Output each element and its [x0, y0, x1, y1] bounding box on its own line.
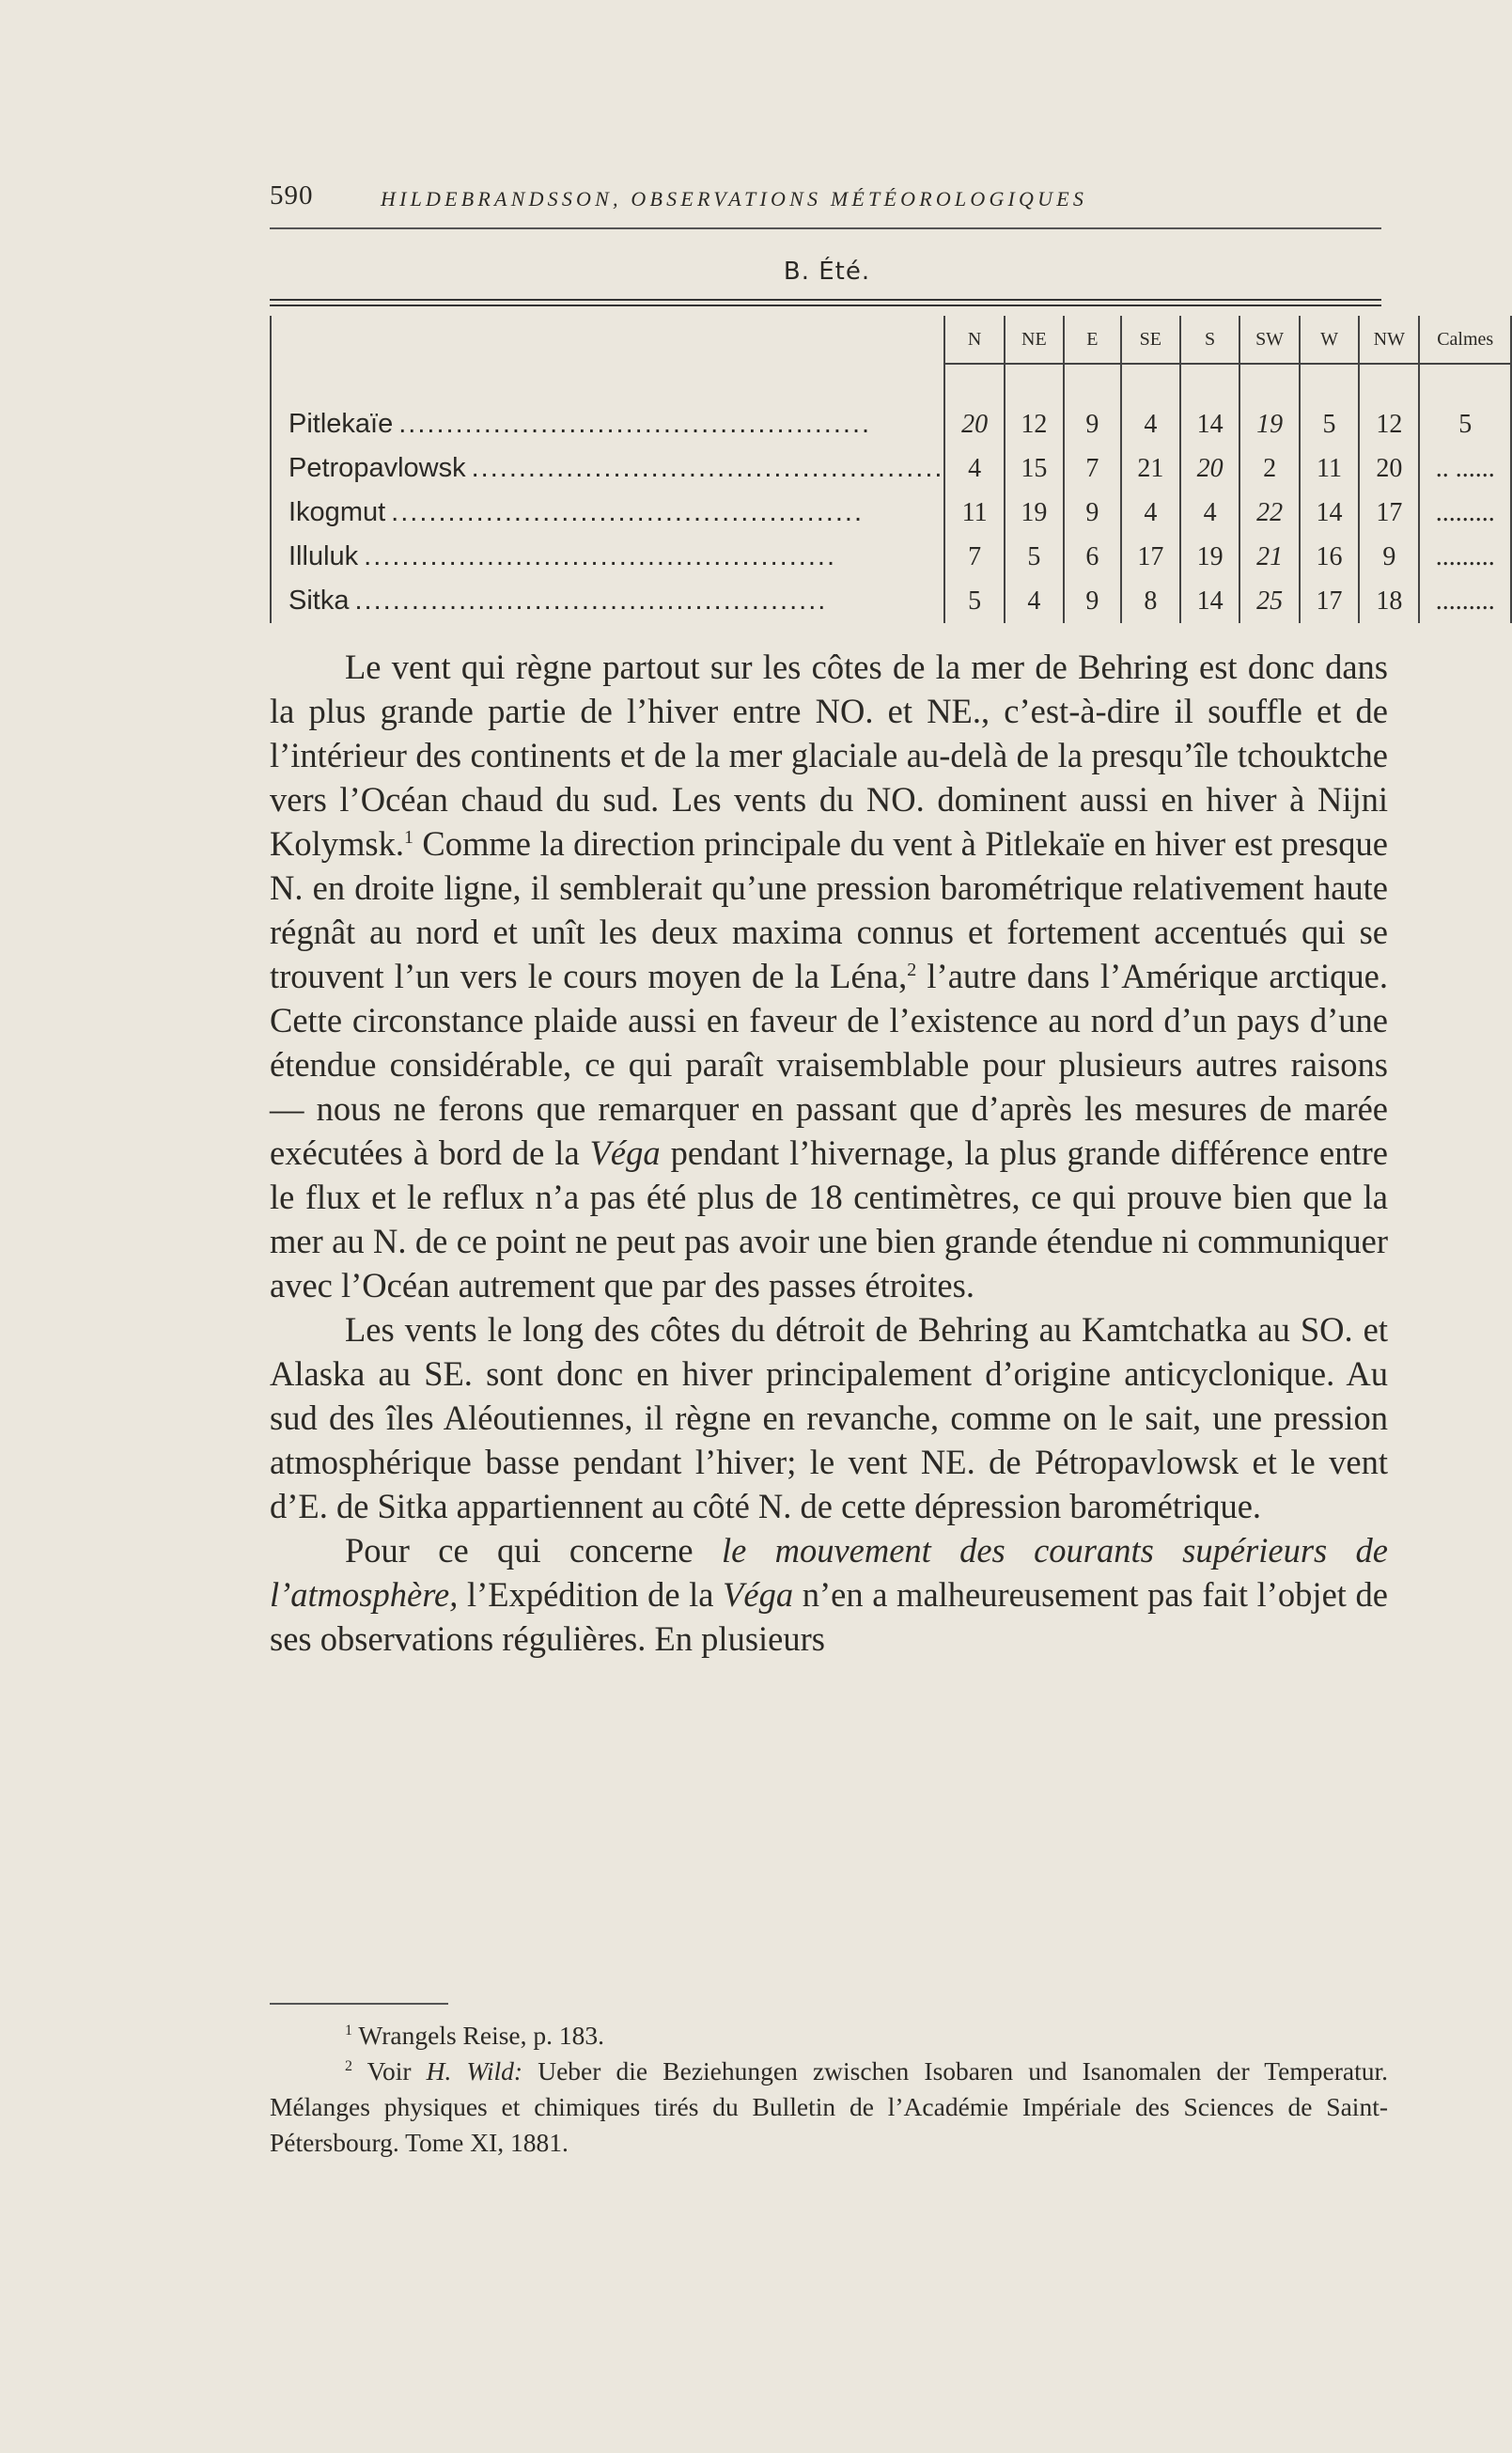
column-header: S [1180, 316, 1239, 364]
body-text [270, 645, 1388, 1661]
table-cell: 5 [1300, 402, 1359, 446]
table-cell: 7 [944, 535, 1004, 579]
footnote-ref: 2 [907, 959, 917, 980]
table-cell: 9 [1064, 402, 1121, 446]
station-name: Sitka .................................................. [271, 579, 944, 623]
table-row [271, 535, 1511, 579]
station-name: Illuluk .................................................. [271, 535, 944, 579]
table-cell: 17 [1300, 579, 1359, 623]
column-header: SW [1239, 316, 1300, 364]
table-cell: 20 [1180, 446, 1239, 491]
table-top-rule [270, 299, 1381, 301]
table-cell: 16 [1300, 535, 1359, 579]
table-cell: 8 [1121, 579, 1180, 623]
table-cell: 4 [944, 446, 1004, 491]
table-cell: 17 [1359, 491, 1419, 535]
footnote-rule [270, 2003, 448, 2005]
column-header: NW [1359, 316, 1419, 364]
running-head [270, 180, 1381, 218]
station-name: Petropavlowsk .................................................. [271, 446, 944, 491]
column-header: N [944, 316, 1004, 364]
table-cell: 20 [944, 402, 1004, 446]
table-cell: 14 [1180, 402, 1239, 446]
table-row [271, 446, 1511, 491]
column-header: NE [1005, 316, 1064, 364]
table-cell: 9 [1064, 491, 1121, 535]
table-top-rule-second [270, 305, 1381, 306]
header-rule [270, 227, 1381, 229]
wind-frequency-table [270, 316, 1512, 623]
table-cell: .. ...... [1419, 446, 1511, 491]
table-cell: 14 [1180, 579, 1239, 623]
table-spacer-row [271, 364, 1511, 402]
table-cell: 20 [1359, 446, 1419, 491]
table-cell: 17 [1121, 535, 1180, 579]
table-cell: 9 [1064, 579, 1121, 623]
station-header-cell [271, 316, 944, 364]
table-title: B. Été. [783, 258, 871, 286]
table-cell: 5 [944, 579, 1004, 623]
table-cell: 21 [1239, 535, 1300, 579]
table-cell: 9 [1359, 535, 1419, 579]
table-cell: 19 [1239, 402, 1300, 446]
footnotes [270, 2018, 1388, 2161]
table-cell: 11 [1300, 446, 1359, 491]
table-cell: 12 [1005, 402, 1064, 446]
table-cell: 4 [1005, 579, 1064, 623]
footnote-ref: 1 [403, 826, 413, 848]
column-header: E [1064, 316, 1121, 364]
table-cell: 2 [1239, 446, 1300, 491]
table-row [271, 491, 1511, 535]
column-header: W [1300, 316, 1359, 364]
table-cell: 15 [1005, 446, 1064, 491]
table-cell: ......... [1419, 579, 1511, 623]
paragraph: Pour ce qui concerne le mouvement des courants supérieurs de l’atmosphère, l’Expédition de la Véga n’en a malheureusement pas fait l’objet de ses observations régulières. En plusieurs [270, 1531, 1388, 1658]
table-cell: 4 [1121, 491, 1180, 535]
paragraph: Les vents le long des côtes du détroit de Behring au Kamtchatka au SO. et Alaska au SE. sont donc en hiver principalement d’origine anticyclonique. Au sud des îles Aléoutiennes, il règne en revanche, comme on le sait, une pression atmosphérique basse pendant l’hiver; le vent NE. de Pétropavlowsk et le vent d’E. de Sitka appartiennent au côté N. de cette dépression barométrique. [270, 1310, 1388, 1525]
table-cell: 14 [1300, 491, 1359, 535]
table-cell: 19 [1005, 491, 1064, 535]
table-cell: 18 [1359, 579, 1419, 623]
page-number: 590 [270, 180, 314, 211]
table-cell: 5 [1419, 402, 1511, 446]
table-cell: 4 [1180, 491, 1239, 535]
paragraph: Le vent qui règne partout sur les côtes de la mer de Behring est donc dans la plus grande partie de l’hiver entre NO. et NE., c’est-à-dire il souffle et de l’intérieur des continents et de la mer glaciale au-delà de la presqu’île tchouktche vers l’Océan chaud du sud. Les vents du NO. dominent aussi en hiver à Nijni Kolymsk.$^1$ Comme la direction principale du vent à Pitlekaïe en hiver est presque N. en droite ligne, il semblerait qu’une pression barométrique relativement haute régnât au nord et unît les deux maxima connus et fortement accentués qui se trouvent l’un vers le cours moyen de la Léna,$^2$ l’autre dans l’Amérique arctique. Cette circonstance plaide aussi en faveur de l’existence au nord d’un pays d’une étendue considérable, ce qui paraît vraisemblable pour plusieurs autres raisons — nous ne ferons que remarquer en passant que d’après les mesures de marée exécutées à bord de la Véga pendant l’hivernage, la plus grande différence entre le flux et le reflux n’a pas été plus de 18 centimètres, ce qui prouve bien que la mer au N. de ce point ne peut pas avoir une bien grande étendue ni communiquer avec l’Océan autrement que par des passes étroites. [270, 648, 1388, 1305]
footnote: $^1$ Wrangels Reise, p. 183. [345, 2021, 604, 2050]
table-row [271, 402, 1511, 446]
station-name: Pitlekaïe .................................................. [271, 402, 944, 446]
table-cell: 21 [1121, 446, 1180, 491]
table-cell: 5 [1005, 535, 1064, 579]
table-cell: ......... [1419, 491, 1511, 535]
station-name: Ikogmut .................................................. [271, 491, 944, 535]
table-row [271, 579, 1511, 623]
column-header: SE [1121, 316, 1180, 364]
table-cell: ......... [1419, 535, 1511, 579]
table-cell: 25 [1239, 579, 1300, 623]
running-title: HILDEBRANDSSON, OBSERVATIONS MÉTÉOROLOGIQUES [381, 187, 1088, 211]
table-cell: 12 [1359, 402, 1419, 446]
table-header-row [271, 316, 1511, 364]
table-cell: 7 [1064, 446, 1121, 491]
table-cell: 19 [1180, 535, 1239, 579]
table-cell: 11 [944, 491, 1004, 535]
footnote: $^2$ Voir H. Wild: Ueber die Beziehungen zwischen Isobaren und Isanomalen der Temperatur. Mélanges physiques et chimiques tirés du Bulletin de l’Académie Impériale des Sciences de Saint-Pétersbourg. Tome XI, 1881. [270, 2056, 1388, 2157]
column-header: Calmes [1419, 316, 1511, 364]
table-cell: 6 [1064, 535, 1121, 579]
table-cell: 4 [1121, 402, 1180, 446]
table-cell: 22 [1239, 491, 1300, 535]
